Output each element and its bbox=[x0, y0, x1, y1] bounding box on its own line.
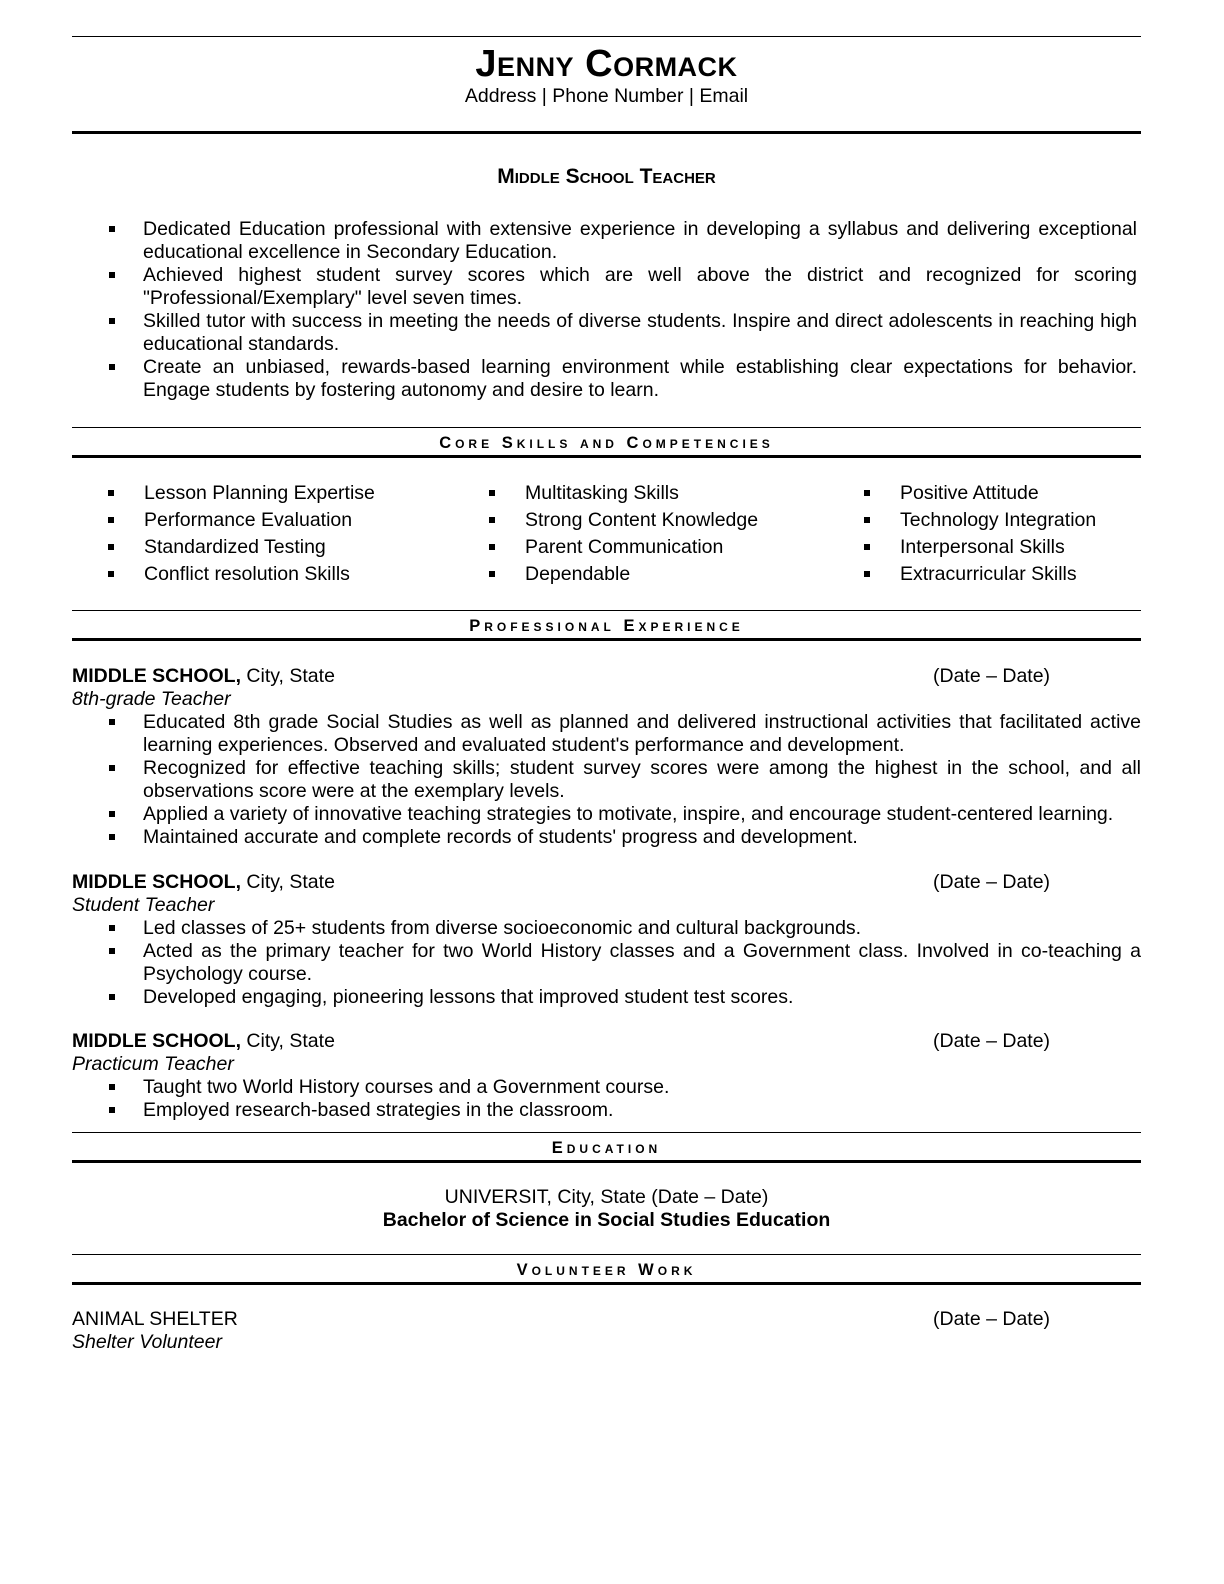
skill-item: Technology Integration bbox=[860, 507, 1140, 534]
skill-item: Interpersonal Skills bbox=[860, 534, 1140, 561]
bullet-icon bbox=[108, 517, 114, 523]
profile-bullet: Dedicated Education professional with extensive experience in developing a syllabus and delivering exceptional educational excellence in Secondary Education. bbox=[72, 218, 1137, 264]
job-role: Student Teacher bbox=[72, 894, 215, 916]
job-bullet: Acted as the primary teacher for two World History classes and a Government class. Involved in co-teaching a Psychology course. bbox=[72, 940, 1141, 986]
profile-bullet: Create an unbiased, rewards-based learning environment while establishing clear expectations for behavior. Engage students by fostering autonomy and desire to learn. bbox=[72, 356, 1137, 402]
bullet-icon bbox=[109, 994, 115, 1000]
skills-top-rule bbox=[72, 427, 1141, 428]
job-bullets bbox=[72, 711, 1141, 849]
education-school-line: UNIVERSIT, City, State (Date – Date) bbox=[444, 1186, 769, 1208]
experience-heading: Professional Experience bbox=[469, 617, 744, 635]
job-bullet: Applied a variety of innovative teaching strategies to motivate, inspire, and encourage student-centered learning. bbox=[72, 803, 1141, 826]
bullet-icon bbox=[109, 765, 115, 771]
job-bullets bbox=[72, 917, 1141, 1009]
employer-name: MIDDLE SCHOOL, bbox=[72, 1030, 241, 1052]
volunteer-heading: Volunteer Work bbox=[516, 1261, 697, 1279]
bullet-icon bbox=[489, 490, 495, 496]
job-bullet: Maintained accurate and complete records of students' progress and development. bbox=[72, 826, 1141, 849]
bullet-icon bbox=[109, 948, 115, 954]
header-rule bbox=[72, 131, 1141, 134]
skill-item: Strong Content Knowledge bbox=[485, 507, 825, 534]
top-rule bbox=[72, 36, 1141, 37]
education-bottom-rule bbox=[72, 1160, 1141, 1163]
skill-item: Positive Attitude bbox=[860, 480, 1140, 507]
job-date: (Date – Date) bbox=[933, 1030, 1051, 1052]
bullet-icon bbox=[864, 517, 870, 523]
bullet-icon bbox=[108, 571, 114, 577]
employer-location: City, State bbox=[241, 871, 335, 893]
bullet-icon bbox=[109, 318, 115, 324]
bullet-icon bbox=[109, 1107, 115, 1113]
bullet-icon bbox=[864, 490, 870, 496]
volunteer-role: Shelter Volunteer bbox=[72, 1331, 222, 1353]
bullet-icon bbox=[864, 571, 870, 577]
bullet-icon bbox=[109, 1084, 115, 1090]
skill-item: Lesson Planning Expertise bbox=[104, 480, 444, 507]
job-bullet: Developed engaging, pioneering lessons that improved student test scores. bbox=[72, 986, 1141, 1009]
skills-column-3 bbox=[860, 480, 1140, 588]
experience-top-rule bbox=[72, 610, 1141, 611]
skill-item: Conflict resolution Skills bbox=[104, 561, 444, 588]
job-header bbox=[72, 871, 1141, 894]
profile-bullet: Achieved highest student survey scores which are well above the district and recognized for scoring "Professional/Exemplary" level seven times. bbox=[72, 264, 1137, 310]
skills-heading: Core Skills and Competencies bbox=[439, 434, 774, 452]
employer-location: City, State bbox=[241, 665, 335, 687]
employer-name: MIDDLE SCHOOL, bbox=[72, 871, 241, 893]
job-bullet: Led classes of 25+ students from diverse socioeconomic and cultural backgrounds. bbox=[72, 917, 1141, 940]
job-role: 8th-grade Teacher bbox=[72, 688, 231, 710]
skill-item: Performance Evaluation bbox=[104, 507, 444, 534]
job-header bbox=[72, 665, 1141, 688]
job-bullet: Educated 8th grade Social Studies as well as planned and delivered instructional activities that facilitated active learning experiences. Observed and evaluated student's performance and development. bbox=[72, 711, 1141, 757]
job-role: Practicum Teacher bbox=[72, 1053, 234, 1075]
job-title: Middle School Teacher bbox=[497, 165, 716, 188]
bullet-icon bbox=[489, 571, 495, 577]
job-bullet: Recognized for effective teaching skills; student survey scores were among the highest in the school, and all observations score were at the exemplary levels. bbox=[72, 757, 1141, 803]
bullet-icon bbox=[489, 517, 495, 523]
bullet-icon bbox=[109, 364, 115, 370]
employer-location: City, State bbox=[241, 1030, 335, 1052]
bullet-icon bbox=[109, 719, 115, 725]
bullet-icon bbox=[108, 544, 114, 550]
skill-item: Extracurricular Skills bbox=[860, 561, 1140, 588]
skill-item: Standardized Testing bbox=[104, 534, 444, 561]
bullet-icon bbox=[109, 811, 115, 817]
volunteer-top-rule bbox=[72, 1254, 1141, 1255]
volunteer-bottom-rule bbox=[72, 1282, 1141, 1285]
bullet-icon bbox=[109, 272, 115, 278]
job-header bbox=[72, 1030, 1141, 1053]
skills-column-2 bbox=[485, 480, 825, 588]
volunteer-header bbox=[72, 1308, 1141, 1331]
volunteer-date: (Date – Date) bbox=[933, 1308, 1051, 1330]
job-date: (Date – Date) bbox=[933, 871, 1051, 893]
skills-bottom-rule bbox=[72, 455, 1141, 458]
education-degree: Bachelor of Science in Social Studies Education bbox=[382, 1209, 831, 1231]
bullet-icon bbox=[109, 834, 115, 840]
skill-item: Parent Communication bbox=[485, 534, 825, 561]
skill-item: Multitasking Skills bbox=[485, 480, 825, 507]
job-bullet: Employed research-based strategies in the classroom. bbox=[72, 1099, 1141, 1122]
volunteer-org: ANIMAL SHELTER bbox=[72, 1308, 238, 1330]
job-bullets bbox=[72, 1076, 1141, 1122]
education-heading: Education bbox=[551, 1139, 662, 1157]
skill-item: Dependable bbox=[485, 561, 825, 588]
bullet-icon bbox=[489, 544, 495, 550]
job-date: (Date – Date) bbox=[933, 665, 1051, 687]
education-top-rule bbox=[72, 1132, 1141, 1133]
employer-name: MIDDLE SCHOOL, bbox=[72, 665, 241, 687]
profile-bullets bbox=[72, 218, 1137, 402]
experience-bottom-rule bbox=[72, 638, 1141, 641]
contact-line: Address | Phone Number | Email bbox=[464, 85, 749, 107]
bullet-icon bbox=[864, 544, 870, 550]
bullet-icon bbox=[109, 925, 115, 931]
job-bullet: Taught two World History courses and a Government course. bbox=[72, 1076, 1141, 1099]
bullet-icon bbox=[109, 226, 115, 232]
bullet-icon bbox=[108, 490, 114, 496]
candidate-name: Jenny Cormack bbox=[475, 43, 738, 85]
profile-bullet: Skilled tutor with success in meeting the needs of diverse students. Inspire and direct adolescents in reaching high educational standards. bbox=[72, 310, 1137, 356]
skills-column-1 bbox=[104, 480, 444, 588]
